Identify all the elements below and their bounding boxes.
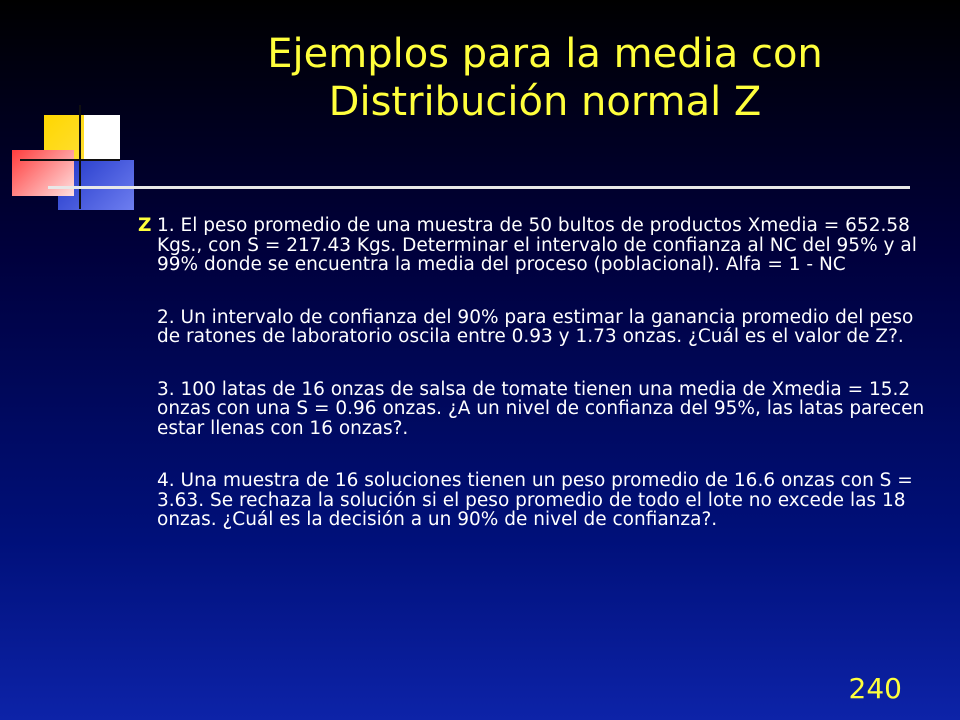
list-item: [157, 308, 928, 347]
item-text: Una muestra de 16 soluciones tienen un peso promedio de 16.6 onzas con S = 3.63. Se rechaza la solución si el peso promedio de todo el lote no excede las 18 onzas. ¿Cuál es la decisión a un 90% de nivel de confianza?.: [157, 470, 913, 530]
item-text: El peso promedio de una muestra de 50 bultos de productos Xmedia = 652.58 Kgs., con S = 217.43 Kgs. Determinar el intervalo de confianza al NC del 95% y al 99% donde se encuentra la media del proceso (poblacional). Alfa = 1 - NC: [157, 215, 917, 275]
item-number: 4.: [157, 470, 175, 491]
page-number: 240: [848, 672, 902, 705]
item-text: 100 latas de 16 onzas de salsa de tomate tienen una media de Xmedia = 15.2 onzas con una S = 0.96 onzas. ¿A un nivel de confianza del 95%, las latas parecen estar llenas con 16 onzas?.: [157, 378, 925, 439]
list-item: [157, 380, 928, 439]
list-item: [138, 215, 928, 275]
slide-body: [138, 216, 928, 563]
item-text: Un intervalo de confianza del 90% para estimar la ganancia promedio del peso de ratones de laboratorio oscila entre 0.93 y 1.73 onzas. ¿Cuál es el valor de Z?.: [157, 306, 914, 347]
item-number: 1.: [157, 215, 175, 236]
decor-red-square: [12, 150, 74, 196]
title-rule: [48, 186, 910, 189]
decor-horizontal-line: [20, 159, 120, 161]
decor-vertical-line: [79, 105, 81, 209]
bullet-icon: Z: [138, 215, 152, 236]
decor-white-square: [84, 115, 120, 160]
item-number: 3.: [157, 378, 175, 400]
slide-title: Ejemplos para la media con Distribución normal Z: [267, 31, 823, 125]
item-number: 2.: [157, 306, 175, 328]
list-item: [157, 471, 928, 530]
